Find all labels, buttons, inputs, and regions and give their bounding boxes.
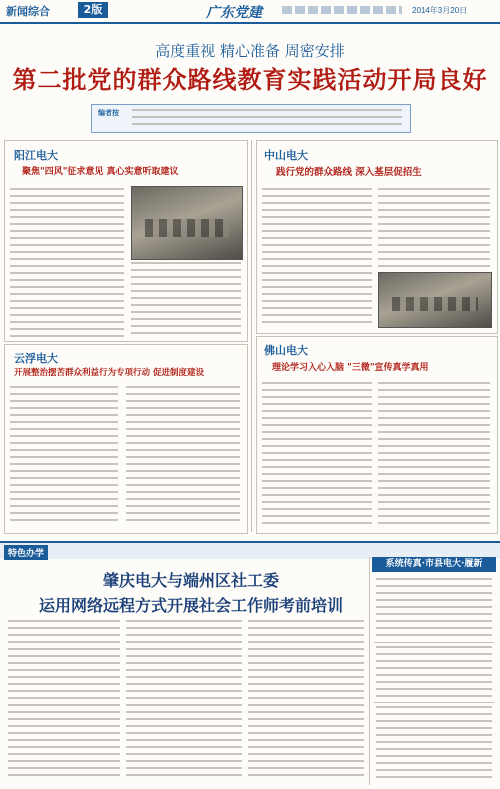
article-org-yangjiang: 阳江电大: [14, 149, 58, 162]
masthead: [0, 0, 500, 24]
feature-band-label: 特色办学: [4, 545, 48, 560]
article-body-zhongshan-a: [262, 188, 372, 328]
feature-headline-line2: 运用网络远程方式开展社会工作师考前培训: [38, 596, 343, 615]
article-title-zhongshan: 践行党的群众路线 深入基层促招生: [276, 167, 422, 178]
page-number-badge: 2版: [78, 2, 108, 18]
article-body-foshan-b: [378, 382, 490, 526]
side-item-divider-1: [374, 642, 494, 643]
article-body-yunfu-a: [10, 386, 118, 526]
masthead-meta-text: [282, 6, 402, 14]
paper-name: 广东党建: [206, 5, 262, 21]
article-title-yangjiang: 聚焦"四风"征求意见 真心实意听取建议: [22, 167, 179, 177]
article-body-yangjiang-a: [10, 188, 124, 338]
feature-body-a: [8, 620, 120, 780]
article-body-yunfu-b: [126, 386, 240, 526]
article-body-zhongshan-b: [378, 188, 490, 268]
lead-headline: 第二批党的群众路线教育实践活动开局良好: [12, 65, 488, 94]
side-item-body-3: [376, 706, 492, 780]
editor-note-tag: 编者按: [98, 109, 119, 117]
side-item-body-2: [376, 646, 492, 698]
side-divider: [369, 557, 370, 785]
side-item-body-1: [376, 578, 492, 638]
photo-zhongshan: [378, 272, 492, 328]
side-band-label: 系统传真·市县电大·履新: [372, 557, 496, 572]
side-item-divider-2: [374, 702, 494, 703]
editor-note-text: [132, 109, 402, 129]
photo-yangjiang: [131, 186, 243, 260]
feature-body-c: [248, 620, 364, 780]
article-title-foshan: 理论学习入心入脑 "三微"宣传真学真用: [272, 363, 429, 373]
article-org-foshan: 佛山电大: [264, 344, 308, 357]
article-body-yangjiang-b: [131, 262, 241, 338]
article-body-foshan-a: [262, 382, 372, 526]
publication-date: 2014年3月20日: [412, 6, 468, 15]
article-org-zhongshan: 中山电大: [264, 149, 308, 162]
column-divider: [251, 140, 252, 532]
editor-note-box: [91, 104, 411, 133]
article-title-yunfu: 开展整治摆苦群众利益行为专项行动 促进制度建设: [14, 368, 204, 378]
feature-body-b: [126, 620, 242, 780]
feature-headline-line1: 肇庆电大与端州区社工委: [102, 571, 279, 590]
section-name: 新闻综合: [6, 5, 50, 18]
lead-kicker: 高度重视 精心准备 周密安排: [155, 42, 345, 60]
article-org-yunfu: 云浮电大: [14, 352, 58, 365]
